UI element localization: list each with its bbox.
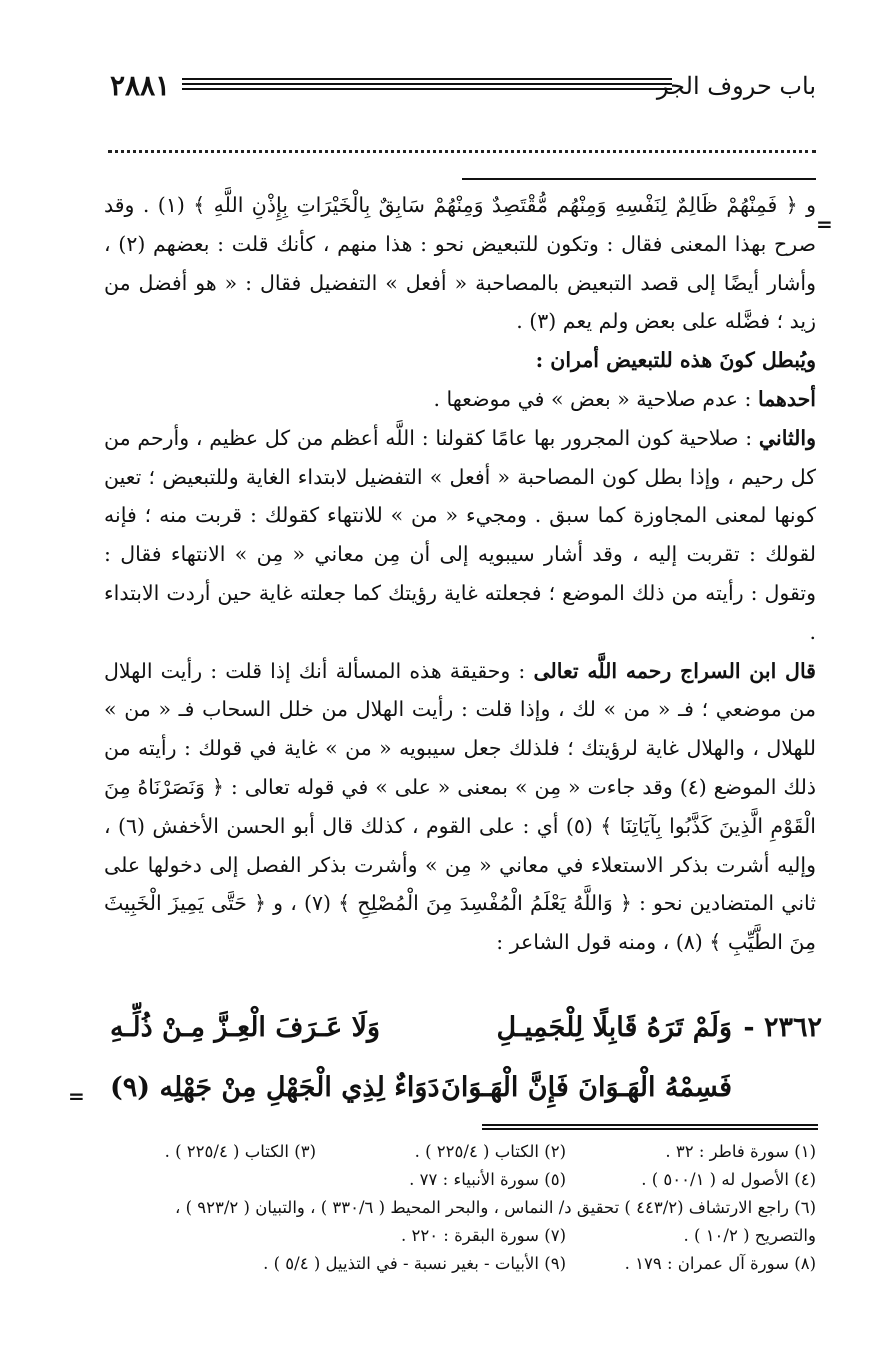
footnote-continuation: والتصريح ( ١٠/٢ ) . [683, 1226, 816, 1245]
footnote: (١) سورة فاطر : ٣٢ . [665, 1142, 816, 1161]
paragraph: والثاني : صلاحية كون المجرور بها عامًا كقولنا : اللَّه أعظم من كل عظيم ، وأرحم من كل رحيم ، وإذا بطل كون المصاحبة « أفعل » التفضيل لابتداء الغاية وللتبعيض ؛ تعين كونها لمعنى المجاوزة كما سبق . ومجيء « من » للانتهاء كقولك : قربت منه ؛ فإنه لقولك : تقربت إليه ، وقد أشار سيبويه إلى أن مِن معاني « مِن » الانتهاء فقال : وتقول : رأيته من ذلك الموضع ؛ فجعلته غاية رؤيتك كما جعلته غاية حين أردت الابتداء . [104, 425, 816, 644]
header-rule [182, 78, 672, 92]
poem-hemistich: دَوَاءٌ لِذِي الْجَهْلِ مِنْ جَهْلِه (٩) [110, 1072, 440, 1103]
footnote-row [96, 1250, 816, 1278]
footnote: (٨) سورة آل عمران : ١٧٩ . [624, 1254, 816, 1273]
poem-hemistich: فَسِمْهُ الْهَـوَانَ فَإِنَّ الْهَـوَانَ [441, 1072, 732, 1103]
footnote-rule [482, 1124, 818, 1130]
footnote-row [96, 1194, 816, 1222]
footnote: (٤) الأصول له ( ٥٠٠/١ ) . [641, 1170, 816, 1189]
poem-line [110, 1006, 822, 1050]
footnote: (٣) الكتاب ( ٢٢٥/٤ ) . [164, 1142, 316, 1161]
footnote-row [96, 1166, 816, 1194]
footnote: (٦) راجع الارتشاف (٤٤٣/٢ ) تحقيق د/ النماس ، والبحر المحيط ( ٣٣٠/٦ ) ، والتبيان ( ٩٢٣/٢ ) ، [175, 1198, 816, 1217]
paragraph: قال ابن السراج رحمه اللَّه تعالى : وحقيقة هذه المسألة أنك إذا قلت : رأيت الهلال من موضعي ؛ فـ « من » لك ، وإذا قلت : رأيت الهلال من خلل السحاب فـ « من » للهلال ، والهلال غاية لرؤيتك ؛ فلذلك جعل سيبويه « من » غاية في قولك : رأيته من ذلك الموضع (٤) وقد جاءت « مِن » بمعنى « على » في قوله تعالى : ﴿ وَنَصَرْنَاهُ مِنَ الْقَوْمِ الَّذِينَ كَذَّبُوا بِآيَاتِنَا ﴾ (٥) أي : على القوم ، كذلك قال أبو الحسن الأخفش (٦) ، وإليه أشرت بذكر الاستعلاء في معاني « مِن » وأشرت بذكر الفصل إلى دخولها على ثاني المتضادين نحو : ﴿ وَاللَّهُ يَعْلَمُ الْمُفْسِدَ مِنَ الْمُصْلِحِ ﴾ (٧) ، و ﴿ حَتَّى يَمِيزَ الْخَبِيثَ مِنَ الطَّيِّبِ ﴾ (٨) ، ومنه قول الشاعر : [104, 658, 816, 955]
poem-hemistich: وَلَا عَـرَفَ الْعِـزَّ مِـنْ ذُلِّـهِ [110, 1012, 381, 1043]
footnotes [96, 1138, 816, 1278]
paragraph: و ﴿ فَمِنْهُمْ ظَالِمٌ لِنَفْسِهِ وَمِنْهُم مُّقْتَصِدٌ وَمِنْهُمْ سَابِقٌ بِالْخَيْرَاتِ بِإِذْنِ اللَّهِ ﴾ (١) . وقد صرح بهذا المعنى فقال : وتكون للتبعيض نحو : هذا منهم ، كأنك قلت : بعضهم (٢) ، وأشار أيضًا إلى قصد التبعيض بالمصاحبة « أفعل » التفضيل فقال : « هو أفضل من زيد ؛ فضَّله على بعض ولم يعم (٣) . [104, 193, 816, 334]
end-mark: = [68, 1084, 85, 1108]
continuation-mark: = [816, 212, 833, 236]
running-title: باب حروف الجر [656, 72, 816, 100]
footnote: (٢) الكتاب ( ٢٢٥/٤ ) . [414, 1142, 566, 1161]
footnote: (٥) سورة الأنبياء : ٧٧ . [409, 1170, 566, 1189]
footnote: (٩) الأبيات - بغير نسبة - في التذييل ( ٥/٤ ) . [263, 1254, 566, 1273]
main-text [104, 186, 816, 962]
footnote: (٧) سورة البقرة : ٢٢٠ . [400, 1226, 566, 1245]
page-header [110, 66, 816, 106]
poem-number: ٢٣٦٢ - [743, 1012, 822, 1043]
footnote-row [96, 1222, 816, 1250]
footnote-row [96, 1138, 816, 1166]
top-rule [462, 178, 816, 180]
dotted-separator [108, 140, 816, 153]
poem-hemistich: وَلَمْ تَرَهُ قَابِلًا لِلْجَمِيـلِ [496, 1012, 732, 1043]
paragraph: أحدهما : عدم صلاحية « بعض » في موضعها . [433, 386, 816, 411]
page-number: ٢٨٨١ [110, 69, 171, 102]
poem-line [110, 1066, 822, 1110]
paragraph: ويُبطل كونَ هذه للتبعيض أمران : [535, 348, 816, 373]
